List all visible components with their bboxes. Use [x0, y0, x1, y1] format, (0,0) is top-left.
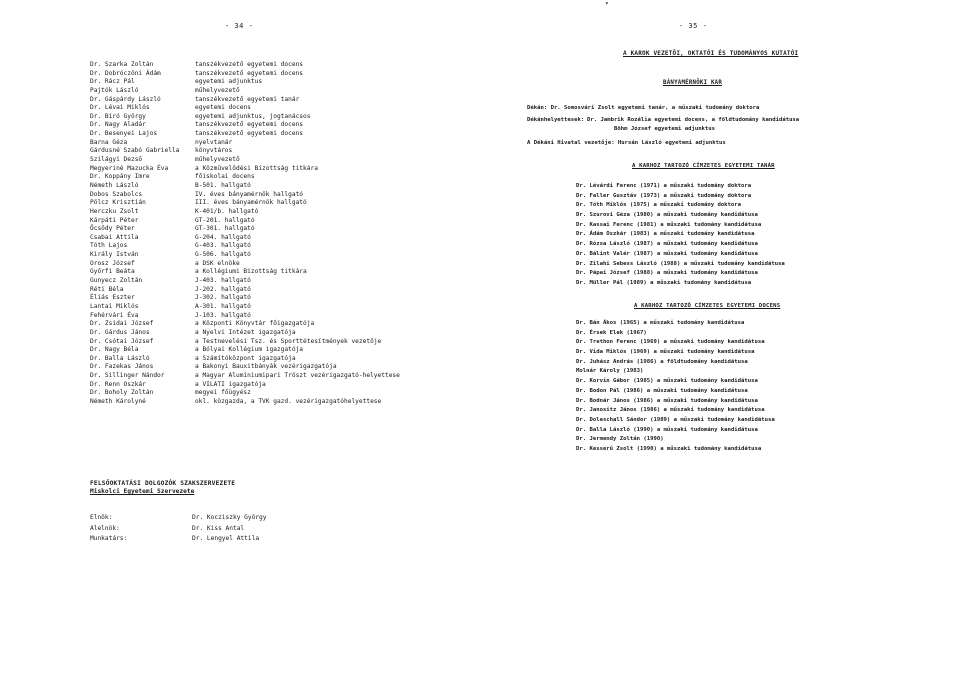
staff-name: Fehérvári Éva — [90, 311, 139, 319]
staff-role: J-302. hallgató — [195, 294, 251, 302]
dept2-item: Dr. Érsek Elek (1967) — [576, 329, 647, 336]
page-number-right: - 35 - — [679, 22, 708, 30]
staff-role: a DSK elnöke — [195, 259, 240, 267]
staff-name: Tóth Lajos — [90, 242, 128, 250]
union-subheading: Miskolci Egyetemi Szervezete — [90, 488, 195, 495]
staff-role: a Kollégiumi Bizottság titkára — [195, 268, 307, 276]
staff-role: IV. éves bányamérnök hallgató — [195, 190, 304, 198]
dept1-item: Dr. Bálint Valér (1987) a műszaki tudomány kandidátusa — [576, 250, 758, 257]
dept1-heading: A KARHOZ TARTOZÓ CÍMZETES EGYETEMI TANÁR — [632, 163, 775, 169]
dept2-item: Dr. Bodon Pál (1986) a műszaki tudomány kandidátusa — [576, 387, 748, 394]
dept1-item: Dr. Kassai Ferenc (1981) a műszaki tudomány kandidátusa — [576, 221, 762, 228]
staff-row — [90, 208, 490, 217]
dept1-item: Dr. Pápai József (1988) a műszaki tudomány kandidátusa — [576, 270, 758, 277]
staff-role: műhelyvezető — [195, 156, 240, 164]
dept1-item: Dr. Tóth Miklós (1975) a műszaki tudomány doktora — [576, 202, 742, 209]
dept2-item: Dr. Bodnár János (1986) a műszaki tudomány kandidátusa — [576, 397, 758, 404]
staff-row — [90, 96, 490, 105]
staff-role: A-301. hallgató — [195, 302, 251, 310]
staff-name: Dr. Nagy Aladár — [90, 121, 146, 129]
staff-row — [90, 225, 490, 234]
staff-role: GT-201. hallgató — [195, 216, 255, 224]
staff-row — [90, 329, 490, 338]
staff-name: Dr. Gárdus János — [90, 328, 150, 336]
union-block — [90, 480, 267, 545]
staff-name: Kárpáti Péter — [90, 216, 139, 224]
staff-row — [90, 147, 490, 156]
staff-role: a Nyelvi Intézet igazgatója — [195, 328, 296, 336]
page-number-left: - 34 - — [225, 22, 254, 30]
staff-row — [90, 320, 490, 329]
staff-role: J-202. hallgató — [195, 285, 251, 293]
staff-role: a Bólyai Kollégium igazgatója — [195, 346, 304, 354]
staff-row — [90, 173, 490, 182]
staff-role: egyetemi docens — [195, 104, 251, 112]
staff-role: egyetemi adjunktus, jogtanácsos — [195, 112, 311, 120]
dept2-item: Dr. Bán Ákos (1965) a műszaki tudomány kandidátusa — [576, 320, 745, 326]
staff-role: megyei főügyész — [195, 389, 251, 397]
staff-role: tanszékvezető egyetemi docens — [195, 61, 304, 68]
staff-name: Dr. Boholy Zoltán — [90, 389, 154, 397]
staff-name: Öcsödy Péter — [90, 225, 135, 233]
staff-row — [90, 234, 490, 243]
vice-dean-2: Böhm József egyetemi adjunktus — [614, 126, 716, 132]
staff-name: Pajtók László — [90, 86, 139, 94]
union-heading: FELSŐOKTATÁSI DOLGOZÓK SZAKSZERVEZETE — [90, 480, 236, 487]
staff-row — [90, 251, 490, 260]
staff-name: Dobos Szabolcs — [90, 190, 143, 198]
staff-name: Dr. Rácz Pál — [90, 78, 135, 86]
main-heading: A KAROK VEZETŐI, OKTATÓI ÉS TUDOMÁNYOS KUTATÓI — [623, 50, 799, 57]
staff-row — [90, 104, 490, 113]
staff-role: a Számítóközpont igazgatója — [195, 354, 296, 362]
dept1-item: Dr. Müller Pál (1989) a műszaki tudomány kandidátusa — [576, 279, 752, 286]
dept2-item: Dr. Vida Miklós (1969) a műszaki tudomány kandidátusa — [576, 349, 755, 356]
staff-list — [90, 61, 490, 407]
staff-row — [90, 389, 490, 398]
dean-office-head: A Dékáni Hivatal vezetője: Hursán László egyetemi adjunktus — [527, 140, 726, 146]
staff-role: egyetemi adjunktus — [195, 78, 263, 86]
staff-row — [90, 199, 490, 208]
staff-name: Dr. Bíró György — [90, 112, 146, 120]
dept2-item: Dr. Juhász András (1986) a földtudomány kandidátusa — [576, 358, 748, 365]
staff-name: Dr. Lévai Miklós — [90, 104, 150, 112]
staff-role: a VILATI igazgatója — [195, 380, 266, 388]
officer-role: Munkatárs: — [90, 535, 128, 542]
staff-role: a Testnevelési Tsz. és Sporttétesítmények vezetője — [195, 337, 382, 345]
staff-row — [90, 182, 490, 191]
staff-row — [90, 294, 490, 303]
staff-name: Éliás Eszter — [90, 294, 135, 302]
dept2-item: Dr. Kesserű Zsolt (1990) a műszaki tudomány kandidátusa — [576, 445, 762, 452]
staff-role: G-506. hallgató — [195, 251, 251, 259]
staff-name: Dr. Csótai József — [90, 337, 154, 345]
officer-name: Dr. Kiss Antal — [192, 524, 245, 532]
dept2-item: Dr. Doleschall Sándor (1989) a műszaki tudomány kandidátusa — [576, 416, 775, 423]
staff-role: G-204. hallgató — [195, 233, 251, 241]
staff-row — [90, 268, 490, 277]
dept2-item: Dr. Balla László (1990) a műszaki tudomány kandidátusa — [576, 426, 758, 433]
staff-row — [90, 61, 490, 70]
staff-role: könyvtáros — [195, 147, 233, 155]
staff-row — [90, 242, 490, 251]
staff-role: tanszékvezető egyetemi docens — [195, 130, 304, 138]
scan-mark: ▾ — [605, 0, 609, 7]
officer-role: Alelnök: — [90, 524, 120, 532]
faculty-heading: BÁNYAMÉRNÖKI KAR — [663, 80, 723, 86]
staff-name: Csabai Attila — [90, 233, 139, 241]
staff-role: tanszékvezető egyetemi docens — [195, 121, 304, 129]
staff-name: Megyeriné Mazucka Éva — [90, 164, 169, 172]
staff-name: Orosz József — [90, 259, 135, 267]
staff-row — [90, 130, 490, 139]
staff-name: Dr. Nagy Béla — [90, 346, 139, 354]
dept1-item: Dr. Rózsa László (1987) a műszaki tudomány kandidátusa — [576, 241, 758, 248]
staff-role: a Magyar Alumíniumipari Tröszt vezérigazgató-helyettese — [195, 372, 400, 380]
dean-line: Dékán: Dr. Somosvári Zsolt egyetemi tanár, a műszaki tudomány doktora — [527, 105, 760, 111]
dept1-item: Dr. Lévárdi Ferenc (1971) a műszaki tudomány doktora — [576, 183, 752, 189]
officer-row — [90, 534, 260, 545]
staff-row — [90, 372, 490, 381]
staff-name: Győrfi Beáta — [90, 268, 135, 276]
staff-name: Dr. Besenyei Lajos — [90, 130, 158, 138]
officer-row — [90, 513, 267, 524]
staff-row — [90, 303, 490, 312]
staff-role: a Központi Könyvtár főigazgatója — [195, 320, 315, 328]
staff-role: GT-301. hallgató — [195, 225, 255, 233]
dept1-item: Dr. Zilahi Sebess László (1988) a műszaki tudomány kandidátusa — [576, 260, 785, 267]
staff-name: Lantai Miklós — [90, 302, 139, 310]
staff-row — [90, 346, 490, 355]
dept2-heading: A KARHOZ TARTOZÓ CÍMZETES EGYETEMI DOCENS — [634, 303, 781, 309]
staff-name: Dr. Fazekas János — [90, 363, 154, 371]
staff-name: Németh László — [90, 181, 139, 189]
staff-name: Barna Géza — [90, 138, 128, 146]
staff-name: Dr. Koppány Imre — [90, 173, 150, 181]
dept2-item: Dr. Korvin Gábor (1985) a műszaki tudomány kandidátusa — [576, 378, 758, 385]
staff-row — [90, 286, 490, 295]
staff-role: tanszékvezető egyetemi tanár — [195, 95, 300, 103]
staff-role: a Közművelődési Bizottság titkára — [195, 164, 318, 172]
officer-role: Elnök: — [90, 514, 113, 521]
dept2-list — [576, 319, 775, 455]
staff-role: műhelyvezető — [195, 86, 240, 94]
staff-row — [90, 156, 490, 165]
staff-name: Herczku Zsolt — [90, 207, 139, 215]
officer-name: Dr. Kocziszky György — [192, 514, 267, 521]
staff-role: B-501. hallgató — [195, 181, 251, 189]
staff-row — [90, 121, 490, 130]
staff-row — [90, 165, 490, 174]
staff-name: Király István — [90, 251, 139, 259]
staff-row — [90, 312, 490, 321]
vice-deans-label: Dékánhelyettesek: — [527, 117, 585, 123]
dept1-item: Dr. Ádám Oszkár (1983) a műszaki tudomány kandidátusa — [576, 231, 755, 238]
staff-row — [90, 78, 490, 87]
dept1-item: Dr. Faller Gusztáv (1973) a műszaki tudomány doktora — [576, 192, 752, 199]
staff-name: Németh Károlyné — [90, 397, 146, 405]
staff-role: III. éves bányamérnök hallgató — [195, 199, 307, 207]
staff-row — [90, 70, 490, 79]
staff-role: G-403. hallgató — [195, 242, 251, 250]
staff-name: Gunyecz Zoltán — [90, 277, 143, 285]
staff-row — [90, 398, 490, 407]
staff-role: K-401/b. hallgató — [195, 207, 259, 215]
dept1-list — [576, 182, 785, 289]
staff-role: főiskolai docens — [195, 173, 255, 181]
staff-row — [90, 338, 490, 347]
staff-name: Dr. Dobróczöni Ádám — [90, 69, 161, 77]
staff-role: okl. közgazda, a TVK gazd. vezérigazgatóhelyettese — [195, 397, 382, 405]
staff-name: Szilágyi Dezső — [90, 156, 143, 164]
officer-list — [90, 513, 267, 545]
staff-name: Dr. Balla László — [90, 354, 150, 362]
vice-dean-1: Dr. Jambrik Rozália egyetemi docens, a földtudomány kandidátusa — [587, 117, 800, 123]
staff-name: Dr. Szarka Zoltán — [90, 61, 154, 68]
dept2-item: Dr. Trethon Ferenc (1969) a műszaki tudomány kandidátusa — [576, 339, 765, 346]
staff-row — [90, 363, 490, 372]
staff-name: Dr. Gáspárdy László — [90, 95, 161, 103]
staff-name: Dr. Zsidai József — [90, 320, 154, 328]
staff-role: J-403. hallgató — [195, 277, 251, 285]
dept2-item: Dr. Jermendy Zoltán (1990) — [576, 436, 664, 443]
officer-name: Dr. Lengyel Attila — [192, 535, 260, 542]
staff-row — [90, 277, 490, 286]
staff-row — [90, 217, 490, 226]
staff-role: J-103. hallgató — [195, 311, 251, 319]
staff-name: Gárdusné Szabó Gabriella — [90, 147, 180, 155]
staff-row — [90, 87, 490, 96]
dept1-item: Dr. Szurovi Géza (1980) a műszaki tudomány kandidátusa — [576, 212, 758, 219]
dept2-item: Molnár Károly (1983) — [576, 368, 644, 375]
staff-name: Dr. Sillinger Nándor — [90, 372, 165, 380]
staff-row — [90, 191, 490, 200]
staff-name: Réti Béla — [90, 285, 124, 293]
staff-role: nyelvtanár — [195, 138, 233, 146]
staff-role: tanszékvezető egyetemi docens — [195, 69, 304, 77]
staff-name: Dr. Renn Oszkár — [90, 380, 146, 388]
officer-row — [90, 524, 245, 535]
staff-role: a Bakonyi Bauxitbányák vezérigazgatója — [195, 363, 337, 371]
dept2-item: Dr. Janositz János (1986) a műszaki tudomány kandidátusa — [576, 407, 765, 414]
staff-name: Pölcz Krisztián — [90, 199, 146, 207]
